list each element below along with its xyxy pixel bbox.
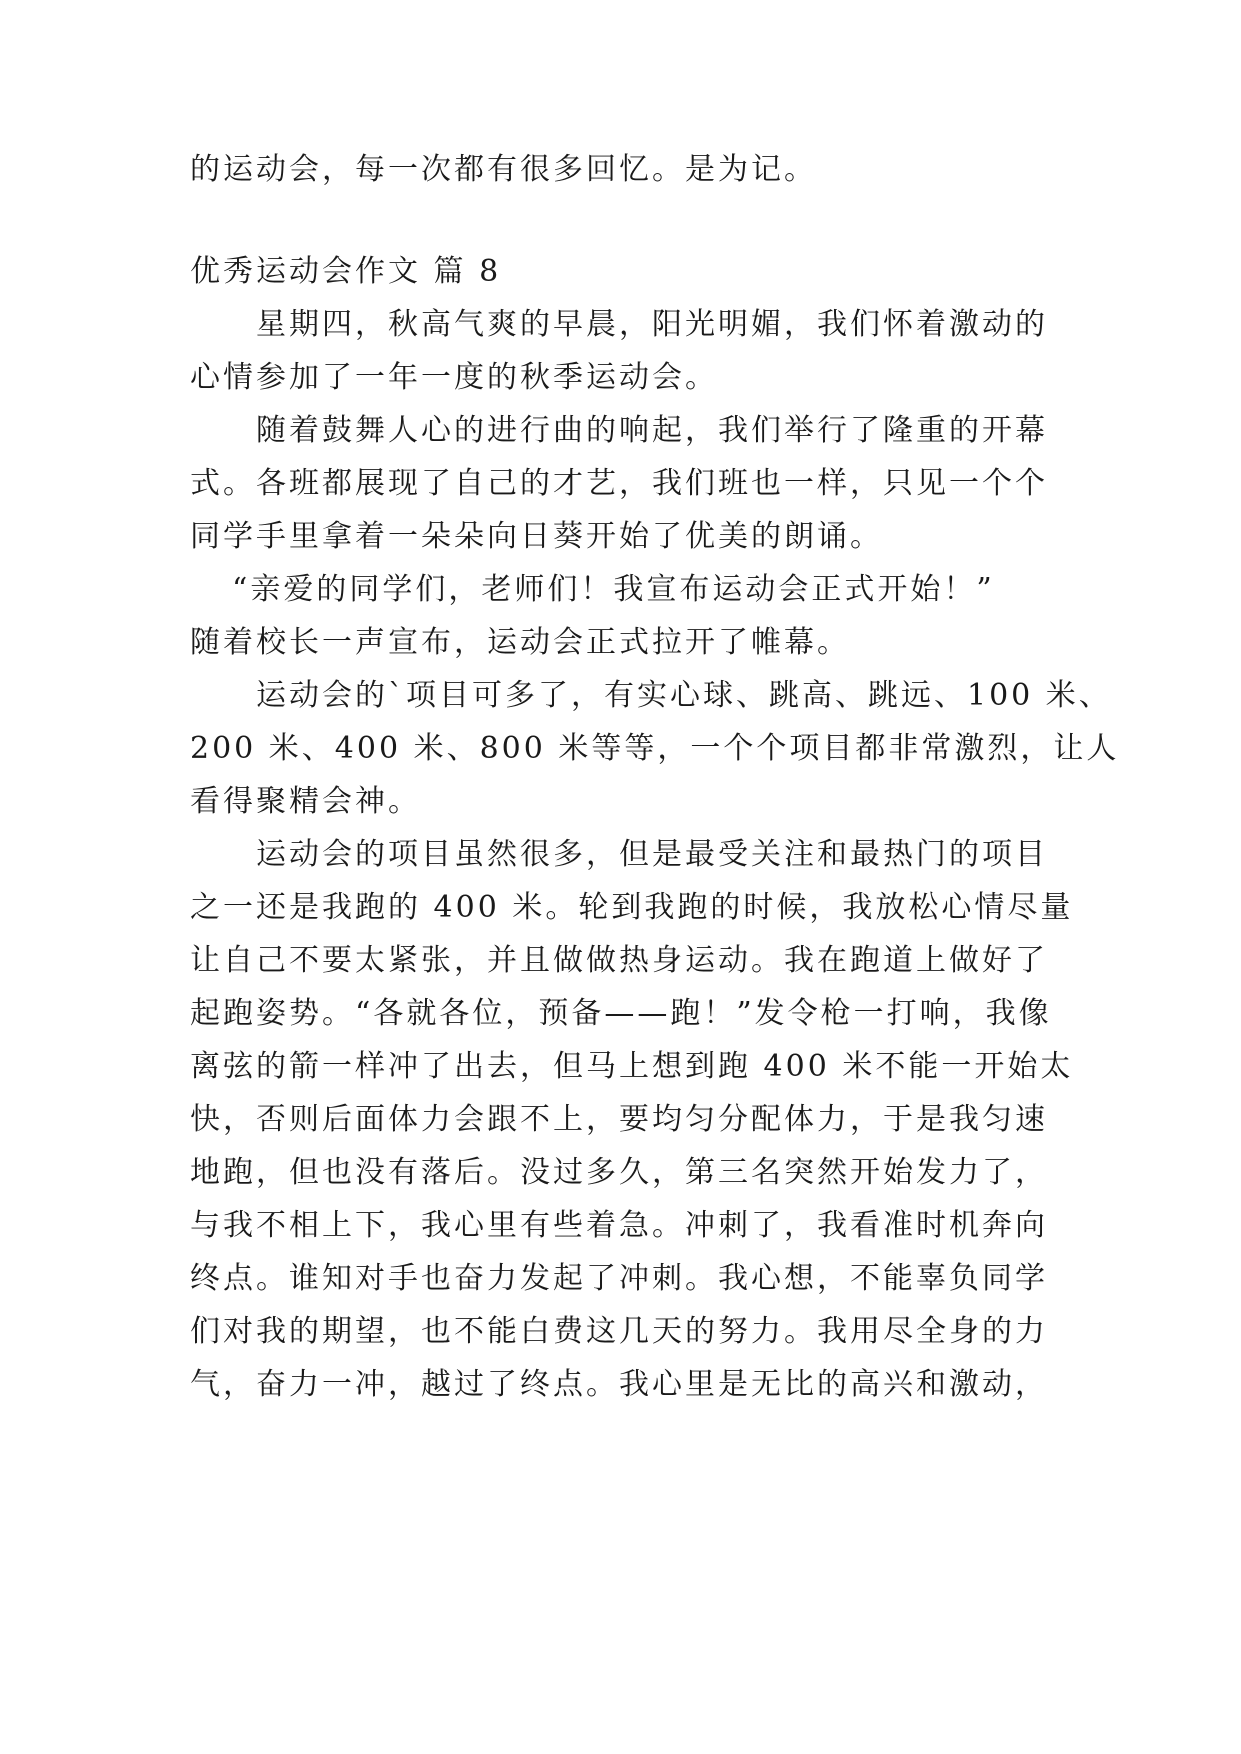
text-line: 式。各班都展现了自己的才艺，我们班也一样，只见一个个 bbox=[190, 466, 1048, 501]
text-line: 离弦的箭一样冲了出去，但马上想到跑 400 米不能一开始太 bbox=[190, 1049, 1074, 1084]
text-line: 运动会的项目虽然很多，但是最受关注和最热门的项目 bbox=[256, 837, 1048, 872]
text-line: 随着校长一声宣布，运动会正式拉开了帷幕。 bbox=[190, 625, 850, 660]
text-line: 起跑姿势。“各就各位，预备——跑！”发令枪一打响，我像 bbox=[190, 996, 1052, 1031]
section-heading: 优秀运动会作文 篇 8 bbox=[190, 254, 502, 289]
text-line: 随着鼓舞人心的进行曲的响起，我们举行了隆重的开幕 bbox=[256, 413, 1048, 448]
text-line: 与我不相上下，我心里有些着急。冲刺了，我看准时机奔向 bbox=[190, 1208, 1048, 1243]
text-line: 终点。谁知对手也奋力发起了冲刺。我心想，不能辜负同学 bbox=[190, 1261, 1048, 1296]
text-line: 星期四，秋高气爽的早晨，阳光明媚，我们怀着激动的 bbox=[256, 307, 1048, 342]
text-line: “亲爱的同学们，老师们！我宣布运动会正式开始！” bbox=[232, 572, 995, 607]
text-line: 快，否则后面体力会跟不上，要均匀分配体力，于是我匀速 bbox=[190, 1102, 1048, 1137]
text-line: 看得聚精会神。 bbox=[190, 784, 421, 819]
text-line: 地跑，但也没有落后。没过多久，第三名突然开始发力了， bbox=[190, 1155, 1048, 1190]
text-line: 运动会的`项目可多了，有实心球、跳高、跳远、100 米、 bbox=[256, 678, 1112, 713]
text-line: 的运动会，每一次都有很多回忆。是为记。 bbox=[190, 152, 817, 187]
text-line: 让自己不要太紧张，并且做做热身运动。我在跑道上做好了 bbox=[190, 943, 1048, 978]
text-line: 们对我的期望，也不能白费这几天的努力。我用尽全身的力 bbox=[190, 1314, 1048, 1349]
text-line: 之一还是我跑的 400 米。轮到我跑的时候，我放松心情尽量 bbox=[190, 890, 1074, 925]
text-line: 心情参加了一年一度的秋季运动会。 bbox=[190, 360, 718, 395]
text-line: 200 米、400 米、800 米等等，一个个项目都非常激烈，让人 bbox=[190, 731, 1120, 766]
text-line: 同学手里拿着一朵朵向日葵开始了优美的朗诵。 bbox=[190, 519, 883, 554]
text-line: 气，奋力一冲，越过了终点。我心里是无比的高兴和激动， bbox=[190, 1367, 1048, 1402]
